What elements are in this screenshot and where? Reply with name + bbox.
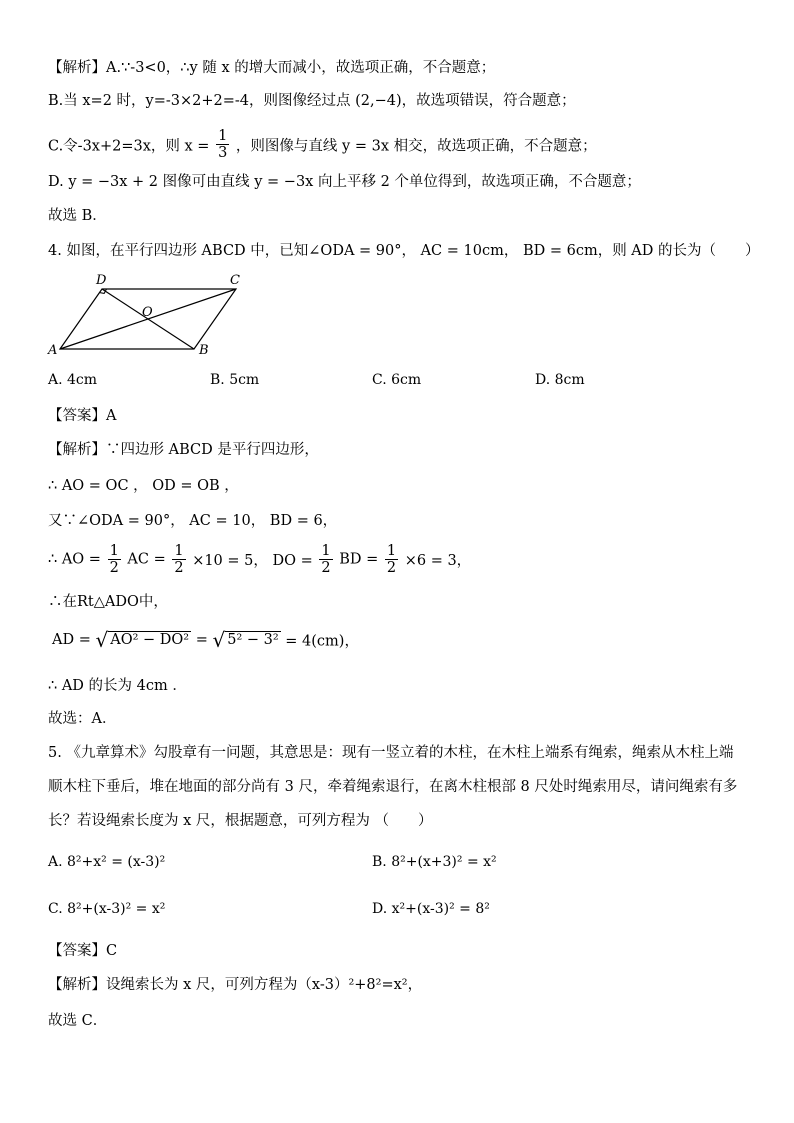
q3-c-denominator: 3 <box>218 145 228 161</box>
q4-choice: 故选：A． <box>48 711 117 727</box>
q4-f1-den: 2 <box>109 560 119 576</box>
q4-f2-den: 2 <box>174 560 184 576</box>
q4-l6-radicand-1: AO² − DO² <box>110 632 190 648</box>
q5-stem: 5. 《九章算术》勾股章有一问题，其意思是：现有一竖立着的木柱，在木柱上端系有绳索，绳索从木柱上端顺木柱下垂后，堆在地面的部分尚有 3 尺，牵着绳索退行，在离木柱根部 8 尺处时绳索用尽，请问绳索有多长？若设绳索长度为 x 尺，根据题意，可列方程为 （ ） <box>48 745 738 829</box>
q5-option-a: A. 8²+x² = (x-3)² <box>48 854 166 870</box>
q3-c-fraction <box>216 128 229 161</box>
q3-analysis-a: 【解析】A.∵-3<0，∴y 随 x 的增大而减小，故选项正确，不合题意； <box>48 60 496 76</box>
q4-f3-den: 2 <box>321 560 331 576</box>
q4-fraction-2 <box>172 543 185 576</box>
q4-fraction-1 <box>108 543 121 576</box>
label-c: C <box>230 273 240 288</box>
q5-option-b: B. 8²+(x+3)² = x² <box>372 854 497 870</box>
parallelogram-figure <box>40 268 260 360</box>
label-o: O <box>142 305 153 320</box>
q4-l6-a: AD = <box>52 632 91 648</box>
q3-c-numerator: 1 <box>218 128 228 144</box>
q3-analysis-b: B.当 x=2 时，y=-3×2+2=-4，则图像经过点 (2,−4)，故选项错误，符合题意； <box>48 93 576 109</box>
q3-c-post: ，则图像与直线 y = 3x 相交，故选项正确，不合题意； <box>235 138 597 155</box>
q4-l6-b: = <box>195 632 208 648</box>
label-b: B <box>199 343 209 358</box>
q4-l4-d: BD = <box>339 551 379 568</box>
q4-l6-c: = 4(cm)， <box>285 633 359 650</box>
q4-analysis-1: 【解析】∵四边形 ABCD 是平行四边形， <box>48 442 319 458</box>
q4-l4-c: ×10 = 5， DO = <box>192 553 313 569</box>
q5-option-d: D. x²+(x-3)² = 8² <box>372 901 490 917</box>
q4-l4-a: ∴ AO = <box>48 551 101 568</box>
q4-fraction-4 <box>385 543 398 576</box>
q4-f2-num: 1 <box>174 543 184 559</box>
q4-l6-radicand-2: 5² − 3² <box>227 632 279 648</box>
q3-choice: 故选 B． <box>48 208 107 224</box>
q4-option-b: B. 5cm <box>210 372 260 388</box>
q4-analysis-3: 又∵∠ODA = 90°， AC = 10， BD = 6， <box>48 513 338 529</box>
q5-option-c: C. 8²+(x-3)² = x² <box>48 901 166 917</box>
q4-analysis-7: ∴ AD 的长为 4cm ． <box>48 678 187 694</box>
q4-l4-b: AC = <box>127 551 166 568</box>
q4-f1-num: 1 <box>109 543 119 559</box>
q4-fraction-3 <box>319 543 332 576</box>
q4-l4-e: ×6 = 3， <box>404 553 472 569</box>
q4-option-a: A. 4cm <box>48 372 98 388</box>
q4-stem: 4. 如图，在平行四边形 ABCD 中，已知∠ODA = 90°， AC = 10cm， BD = 6cm，则 AD 的长为（ ） <box>48 243 760 259</box>
q4-analysis-2: ∴ AO = OC ， OD = OB ， <box>48 478 239 494</box>
q4-answer: 【答案】A <box>48 408 117 424</box>
q5-choice: 故选 C． <box>48 1013 108 1029</box>
q3-c-pre: C.令-3x+2=3x，则 x = <box>48 138 210 155</box>
q4-f4-num: 1 <box>386 543 397 559</box>
q3-analysis-c <box>48 130 597 163</box>
label-a: A <box>48 343 58 358</box>
q4-analysis-4 <box>48 543 471 576</box>
q4-option-c: C. 6cm <box>372 372 422 388</box>
q4-f3-num: 1 <box>321 543 331 559</box>
q5-answer: 【答案】C <box>48 943 118 959</box>
q4-option-d: D. 8cm <box>535 372 585 388</box>
sqrt-sign-2: √ <box>212 628 226 652</box>
q4-analysis-5: ∴在Rt△ADO中， <box>48 594 168 610</box>
q4-f4-den: 2 <box>386 560 397 576</box>
sqrt-sign-1: √ <box>95 628 109 652</box>
label-d: D <box>96 273 107 288</box>
q4-analysis-6 <box>52 628 359 652</box>
q3-analysis-d: D. y = −3x + 2 图像可由直线 y = −3x 向上平移 2 个单位得到，故选项正确，不合题意； <box>48 174 641 190</box>
q5-analysis: 【解析】设绳索长为 x 尺，可列方程为（x-3）²+8²=x²， <box>48 977 423 993</box>
